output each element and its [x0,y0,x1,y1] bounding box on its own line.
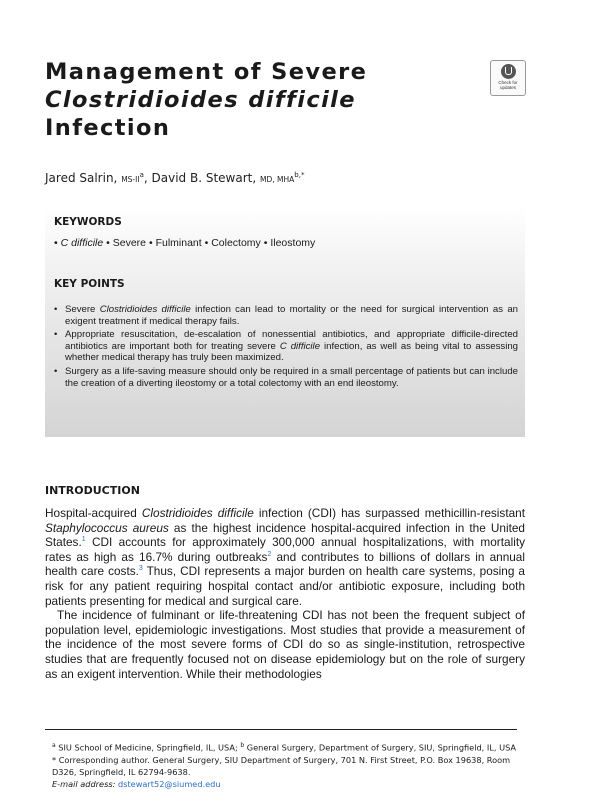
corresponding-author: * Corresponding author. General Surgery, SIU Department of Surgery, 701 N. First Street, P.O. Box 19638, Room D326, Springfield, IL 62794-9638. [52,754,511,777]
paragraph: Hospital-acquired Clostridioides difficile infection (CDI) has surpassed methicillin-resistant Staphylococcus aureus as the highest incidence hospital-acquired infection in the United States.$^1$ CDI accounts for approximately 300,000 annual hospitalizations, with mortality rates as high as 16.7% during outbreaks$^2$ and contributes to billions of dollars in annual health care costs.$^3$ Thus, CDI represents a major burden on health care systems, posing a risk for any patient requiring hospital contact and/or antibiotic exposure, including both patients presenting for medical and surgical care. [45,506,525,608]
reference-link[interactable]: 1 [81,536,86,544]
title-line-3: Infection [45,115,171,141]
title-line-1: Management of Severe [45,59,368,85]
keyword-item: C difficile [60,237,104,249]
author-separator: , [143,171,148,185]
footnote-divider [45,729,517,730]
key-points-list [54,304,518,391]
keyword-item: Ileostomy [270,237,316,249]
author-1-affiliation: a [139,171,144,179]
keyword-item: Colectomy [211,237,261,249]
affiliations: $^a$ SIU School of Medicine, Springfield, IL, USA; $^b$ General Surgery, Department of Surgery, SIU, Springfield, IL, USA [52,742,517,753]
author-line [45,171,304,185]
bookmark-icon [501,64,516,79]
keywords-list: • C difficile • Severe • Fulminant • Colectomy • Ileostomy [54,237,316,249]
author-2-name: David B. Stewart, [151,171,257,185]
reference-link[interactable]: 3 [138,565,143,573]
check-for-updates-badge[interactable] [490,60,526,96]
article-title [45,58,465,142]
key-points-heading: KEY POINTS [54,278,125,290]
key-point-item: • Severe Clostridioides difficile infection can lead to mortality or the need for surgical intervention as an exigent treatment if medical therapy fails. [54,304,518,327]
keyword-item: Fulminant [155,237,202,249]
author-2-affiliation: b,* [294,171,305,179]
key-point-item: • Surgery as a life-saving measure should only be required in a small percentage of patients but can include the creation of a diverting ileostomy or a total colectomy with an end ileostomy. [54,366,518,389]
author-1-name: Jared Salrin, [45,171,118,185]
introduction-body [45,506,525,681]
author-2-degree: MD, MHA [260,175,295,184]
keywords-keypoints-box [45,205,525,437]
email-link[interactable]: dstewart52@siumed.edu [118,778,221,789]
introduction-heading: INTRODUCTION [45,484,140,497]
email-line: E-mail address: dstewart52@siumed.edu [52,778,221,789]
badge-line-1: Check for [498,80,518,85]
keywords-heading: KEYWORDS [54,216,122,228]
key-point-item: • Appropriate resuscitation, de-escalation of nonessential antibiotics, and appropriate difficile-directed antibiotics are important both for treating severe C difficile infection, as well as being vital to assessing whether medical therapy has truly been maximized. [54,329,518,364]
author-1-degree: MS-II [121,175,140,184]
title-line-2: Clostridioides difficile [45,87,356,113]
badge-line-2: updates [499,85,516,90]
reference-link[interactable]: 2 [267,550,272,558]
keyword-item: Severe [112,237,147,249]
footnotes [52,740,522,790]
paragraph: The incidence of fulminant or life-threatening CDI has not been the frequent subject of population level, epidemiologic investigations. Most studies that provide a measurement of the incidence of the most severe forms of CDI do so as single-institution, retrospective studies that are frequently focused not on disease epidemiology but on the role of surgery as an exigent intervention. While their methodologies [45,608,525,681]
